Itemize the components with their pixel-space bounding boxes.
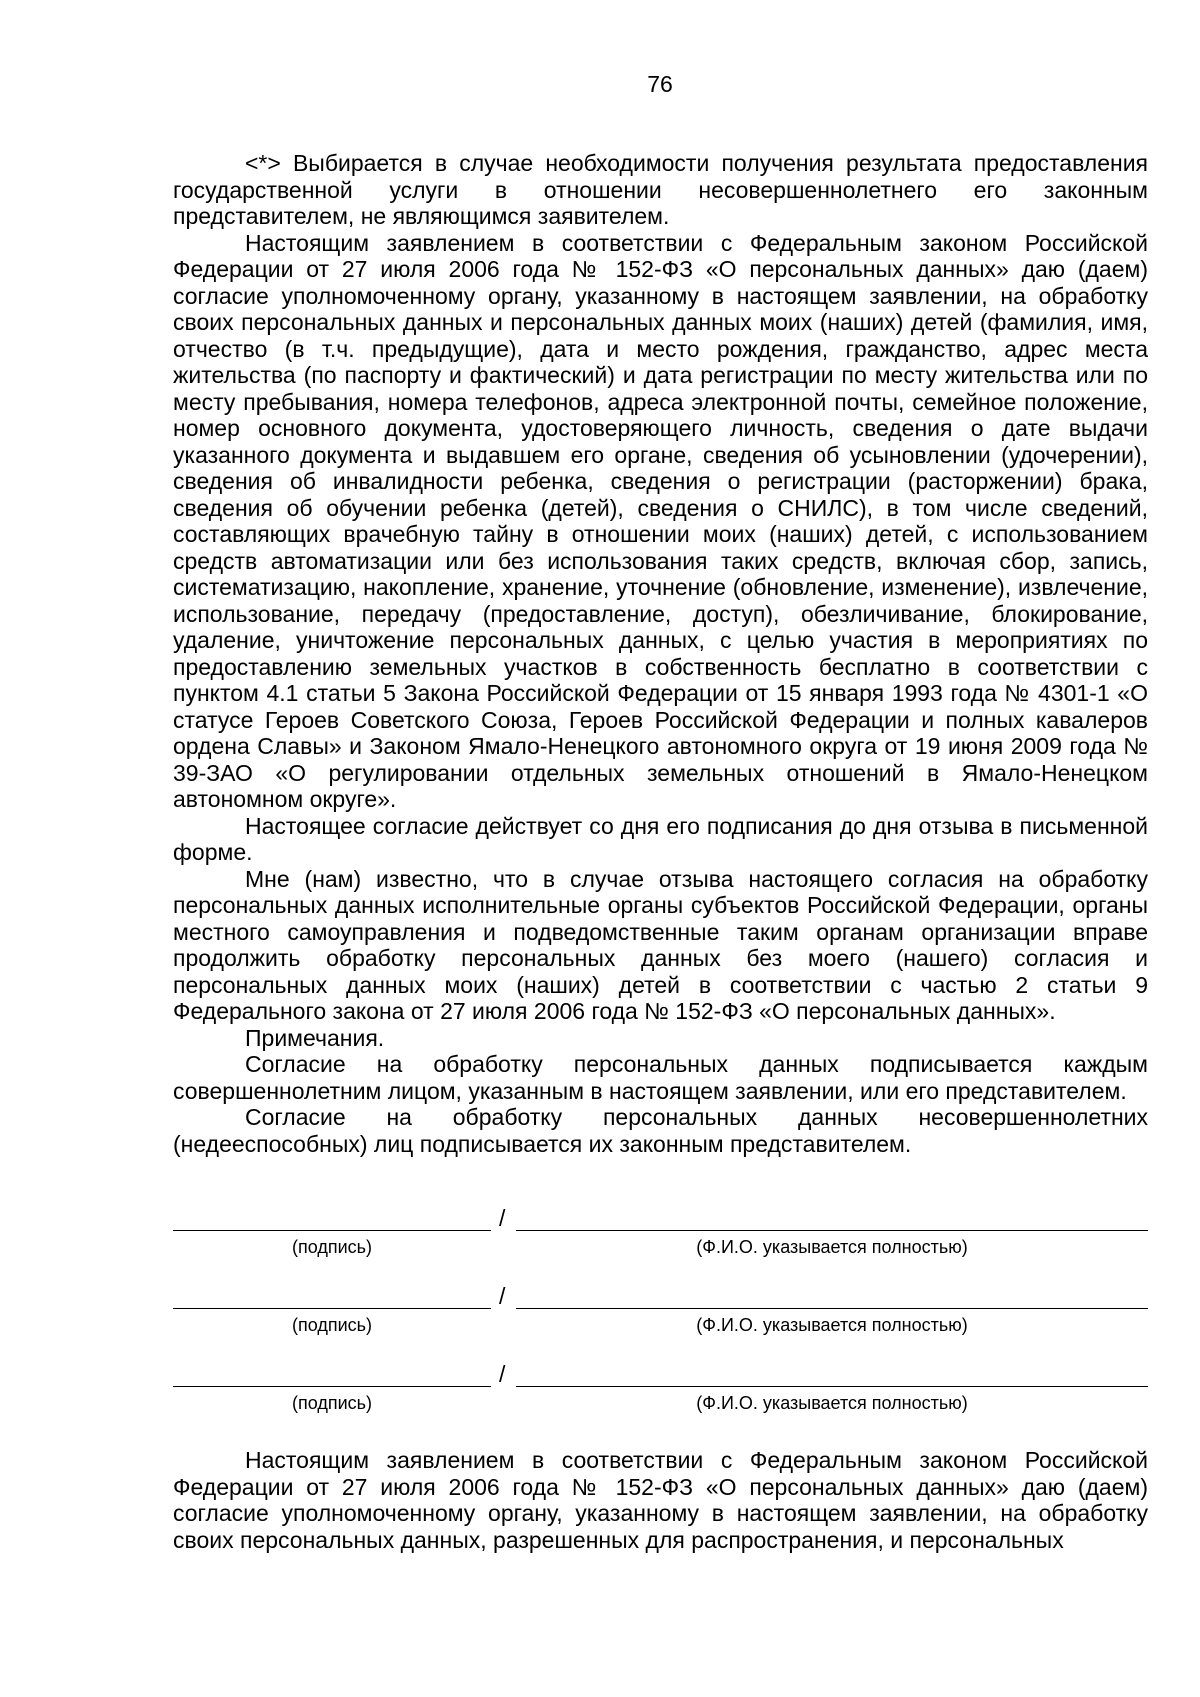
full-name-caption: (Ф.И.О. указывается полностью) [696, 1315, 968, 1335]
signature-line[interactable] [173, 1386, 491, 1387]
full-name-caption: (Ф.И.О. указывается полностью) [696, 1237, 968, 1257]
signature-line[interactable] [173, 1230, 491, 1231]
consent-paragraph: Настоящим заявлением в соответствии с Федеральным законом Российской Федерации от 27 июля 2006 года № 152-ФЗ «О персональных данных» даю (даем) согласие уполномоченному органу, указанному в настоящем заявлении, на обработку своих персональных данных и персональных данных моих (наших) детей (фамилия, имя, отчество (в т.ч. предыдущие), дата и место рождения, гражданство, адрес места жительства (по паспорту и фактический) и дата регистрации по месту жительства или по месту пребывания, номера телефонов, адреса электронной почты, семейное положение, номер основного документа, удостоверяющего личность, сведения о дате выдачи указанного документа и выдавшем его органе, сведения об усыновлении (удочерении), сведения об инвалидности ребенка, сведения о регистрации (расторжении) брака, сведения об обучении ребенка (детей), сведения о СНИЛС), в том числе сведений, составляющих врачебную тайну в отношении моих (наших) детей, с использованием средств автоматизации или без использования таких средств, включая сбор, запись, систематизацию, накопление, хранение, уточнение (обновление, изменение), извлечение, использование, передачу (предоставление, доступ), обезличивание, блокирование, удаление, уничтожение персональных данных, с целью участия в мероприятиях по предоставлению земельных участков в собственность бесплатно в соответствии с пунктом 4.1 статьи 5 Закона Российской Федерации от 15 января 1993 года № 4301-1 «О статусе Героев Советского Союза, Героев Российской Федерации и полных кавалеров ордена Славы» и Законом Ямало-Ненецкого автономного округа от 19 июня 2009 года № 39-ЗАО «О регулировании отдельных земельных отношений в Ямало-Ненецком автономном округе». [173, 229, 1148, 812]
full-name-line[interactable] [516, 1386, 1148, 1387]
signature-block-1 [173, 1200, 1148, 1260]
full-name-line[interactable] [516, 1308, 1148, 1309]
document-body [173, 150, 1148, 1157]
document-body-continued [173, 1447, 1148, 1553]
signature-caption: (подпись) [291, 1315, 373, 1335]
page-number: 76 [647, 71, 673, 97]
consent-distribution-paragraph: Настоящим заявлением в соответствии с Федеральным законом Российской Федерации от 27 июля 2006 года № 152-ФЗ «О персональных данных» даю (даем) согласие уполномоченному органу, указанному в настоящем заявлении, на обработку своих персональных данных, разрешенных для распространения, и персональных [173, 1447, 1148, 1553]
note-minors-paragraph: Согласие на обработку персональных данных несовершеннолетних (недееспособных) лиц подписывается их законным представителем. [173, 1104, 1148, 1157]
signature-block-3 [173, 1356, 1148, 1416]
note-adults-paragraph: Согласие на обработку персональных данных подписывается каждым совершеннолетним лицом, указанным в настоящем заявлении, или его представителем. [173, 1051, 1148, 1104]
signature-separator: / [499, 1361, 506, 1387]
full-name-line[interactable] [516, 1230, 1148, 1231]
signature-caption: (подпись) [291, 1237, 373, 1257]
signature-separator: / [499, 1283, 506, 1309]
notes-heading: Примечания. [245, 1024, 385, 1051]
validity-paragraph: Настоящее согласие действует со дня его подписания до дня отзыва в письменной форме. [173, 812, 1148, 865]
signature-block-2 [173, 1278, 1148, 1338]
revocation-paragraph: Мне (нам) известно, что в случае отзыва настоящего согласия на обработку персональных данных исполнительные органы субъектов Российской Федерации, органы местного самоуправления и подведомственные таким органам организации вправе продолжить обработку персональных данных без моего (нашего) согласия и персональных данных моих (наших) детей в соответствии с частью 2 статьи 9 Федерального закона от 27 июля 2006 года № 152-ФЗ «О персональных данных». [173, 865, 1148, 1024]
signature-line[interactable] [173, 1308, 491, 1309]
footnote-paragraph: <*> Выбирается в случае необходимости получения результата предоставления государственной услуги в отношении несовершеннолетнего его законным представителем, не являющимся заявителем. [173, 150, 1148, 229]
signature-separator: / [499, 1205, 506, 1231]
signature-caption: (подпись) [291, 1393, 373, 1413]
full-name-caption: (Ф.И.О. указывается полностью) [696, 1393, 968, 1413]
